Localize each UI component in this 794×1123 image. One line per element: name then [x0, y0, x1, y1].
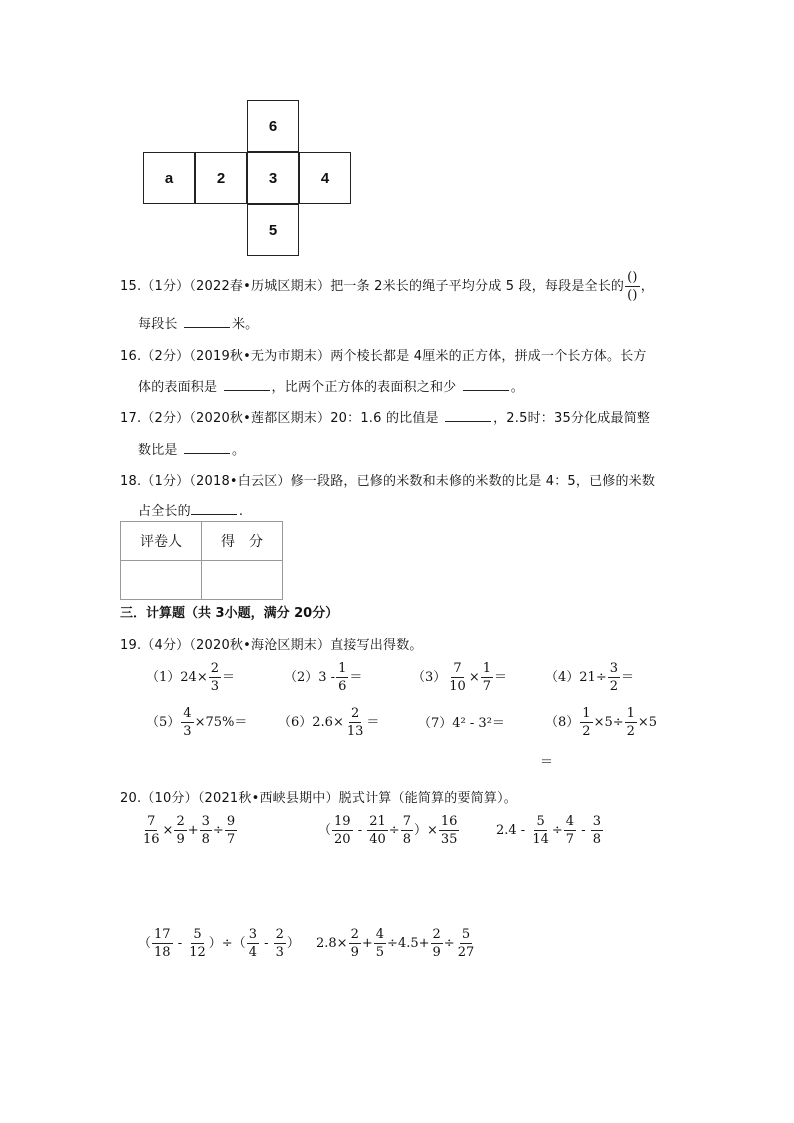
fraction: $\frac{3}{8}$ — [592, 814, 602, 847]
fraction: $\frac{4}{5}$ — [375, 927, 385, 960]
question-15-line2: 每段长 米。 — [138, 317, 259, 332]
net-cell-2: 2 — [195, 152, 247, 204]
question-18-line2: 占全长的 . — [138, 504, 244, 519]
q19-item-4: （4）21÷ $\frac{3}{2}$ ＝ — [545, 661, 635, 694]
fraction: $\frac{1}{6}$ — [338, 661, 347, 694]
score-header: 得 分 — [202, 522, 283, 561]
q15-fraction: $\frac{()}{()}$ — [627, 270, 638, 303]
fraction: $\frac{3}{4}$ — [248, 927, 257, 960]
fraction: $\frac{2}{13}$ — [346, 706, 364, 739]
question-19-title: 19.（4分）（2020秋•海沧区期末）直接写出得数。 — [120, 638, 423, 653]
q19-item-8-equals: ＝ — [540, 755, 554, 770]
net-cell-a: a — [143, 152, 195, 204]
fraction: $\frac{4}{7}$ — [565, 814, 575, 847]
fraction: $\frac{5}{27}$ — [457, 927, 475, 960]
fraction: $\frac{1}{7}$ — [482, 661, 492, 694]
answer-blank[interactable] — [445, 409, 491, 422]
fraction: $\frac{2}{9}$ — [176, 814, 185, 847]
fraction: $\frac{2}{3}$ — [275, 927, 284, 960]
answer-blank[interactable] — [224, 378, 270, 391]
answer-blank[interactable] — [463, 378, 509, 391]
question-16-line2: 体的表面积是 ，比两个正方体的表面积之和少 。 — [138, 380, 524, 395]
fraction: $\frac{5}{14}$ — [532, 814, 549, 847]
q19-item-8: （8） $\frac{1}{2}$ ×5÷ $\frac{1}{2}$ ×5 — [545, 706, 658, 739]
fraction: $\frac{4}{3}$ — [183, 706, 192, 739]
fraction: $\frac{9}{7}$ — [226, 814, 236, 847]
answer-blank[interactable] — [184, 441, 230, 454]
fraction: $\frac{17}{18}$ — [154, 927, 171, 960]
q20-expr-5: 2.8× $\frac{2}{9}$ + $\frac{4}{5}$ ÷4.5+ $\frac{2}{9}$ ÷ $\frac{5}{27}$ — [316, 927, 475, 960]
q20-expr-3: 2.4 - $\frac{5}{14}$ ÷ $\frac{4}{7}$ - $\frac{3}{8}$ — [496, 814, 602, 847]
q20-expr-2: （ $\frac{19}{20}$ - $\frac{21}{40}$ ÷ $\frac{7}{8}$ ）× $\frac{16}{35}$ — [318, 814, 458, 847]
fraction: $\frac{7}{8}$ — [402, 814, 411, 847]
fraction: $\frac{7}{10}$ — [449, 661, 466, 694]
fraction: $\frac{1}{2}$ — [626, 706, 635, 739]
net-cell-4: 4 — [299, 152, 351, 204]
q19-item-2: （2）3 - $\frac{1}{6}$ ＝ — [284, 661, 363, 694]
q19-item-1: （1）24× $\frac{2}{3}$ ＝ — [146, 661, 236, 694]
fraction: $\frac{16}{35}$ — [440, 814, 458, 847]
answer-blank[interactable] — [191, 502, 237, 515]
fraction: $\frac{2}{9}$ — [432, 927, 441, 960]
fraction: $\frac{2}{3}$ — [210, 661, 219, 694]
net-cell-3: 3 — [247, 152, 299, 204]
question-20-title: 20.（10分）（2021秋•西峡县期中）脱式计算（能简算的要简算）。 — [120, 791, 517, 806]
fraction: $\frac{19}{20}$ — [334, 814, 351, 847]
q19-item-5: （5） $\frac{4}{3}$ ×75%＝ — [146, 706, 248, 739]
fraction: $\frac{5}{12}$ — [189, 927, 206, 960]
grader-header: 评卷人 — [121, 522, 202, 561]
q20-expr-1: $\frac{7}{16}$ × $\frac{2}{9}$ + $\frac{3}{8}$ ÷ $\frac{9}{7}$ — [143, 814, 236, 847]
q20-expr-4: （ $\frac{17}{18}$ - $\frac{5}{12}$ ）÷（ $\frac{3}{4}$ - $\frac{2}{3}$ ） — [138, 927, 300, 960]
grader-cell[interactable] — [121, 561, 202, 600]
fraction: $\frac{3}{8}$ — [201, 814, 210, 847]
q19-item-3: （3） $\frac{7}{10}$ × $\frac{1}{7}$ ＝ — [412, 661, 508, 694]
question-17-line1: 17.（2分）（2020秋•莲都区期末）20：1.6 的比值是 ，2.5时：35分化成最简整 — [120, 411, 651, 426]
q19-item-6: （6）2.6× $\frac{2}{13}$ ＝ — [278, 706, 380, 739]
q19-item-7: （7）4² - 3²＝ — [418, 716, 505, 731]
net-cell-top: 6 — [247, 100, 299, 152]
question-17-line2: 数比是 。 — [138, 443, 246, 458]
fraction: $\frac{2}{9}$ — [350, 927, 359, 960]
fraction: $\frac{21}{40}$ — [369, 814, 386, 847]
net-cell-bottom: 5 — [247, 204, 299, 256]
score-table — [120, 521, 283, 600]
section-title: 三．计算题（共 3小题，满分 20分） — [120, 606, 339, 621]
question-15-line1: 15.（1分）（2022春•历城区期末）把一条 2米长的绳子平均分成 5 段，每段是全长的 $\frac{()}{()}$ ， — [120, 270, 654, 303]
question-18-line1: 18.（1分）（2018•白云区）修一段路，已修的米数和未修的米数的比是 4：5，已修的米数 — [120, 474, 656, 489]
fraction: $\frac{1}{2}$ — [582, 706, 591, 739]
fraction: $\frac{7}{16}$ — [143, 814, 160, 847]
fraction: $\frac{3}{2}$ — [609, 661, 618, 694]
answer-blank[interactable] — [184, 315, 230, 328]
score-cell[interactable] — [202, 561, 283, 600]
question-16-line1: 16.（2分）（2019秋•无为市期末）两个棱长都是 4厘米的正方体，拼成一个长方体。长方 — [120, 349, 647, 364]
